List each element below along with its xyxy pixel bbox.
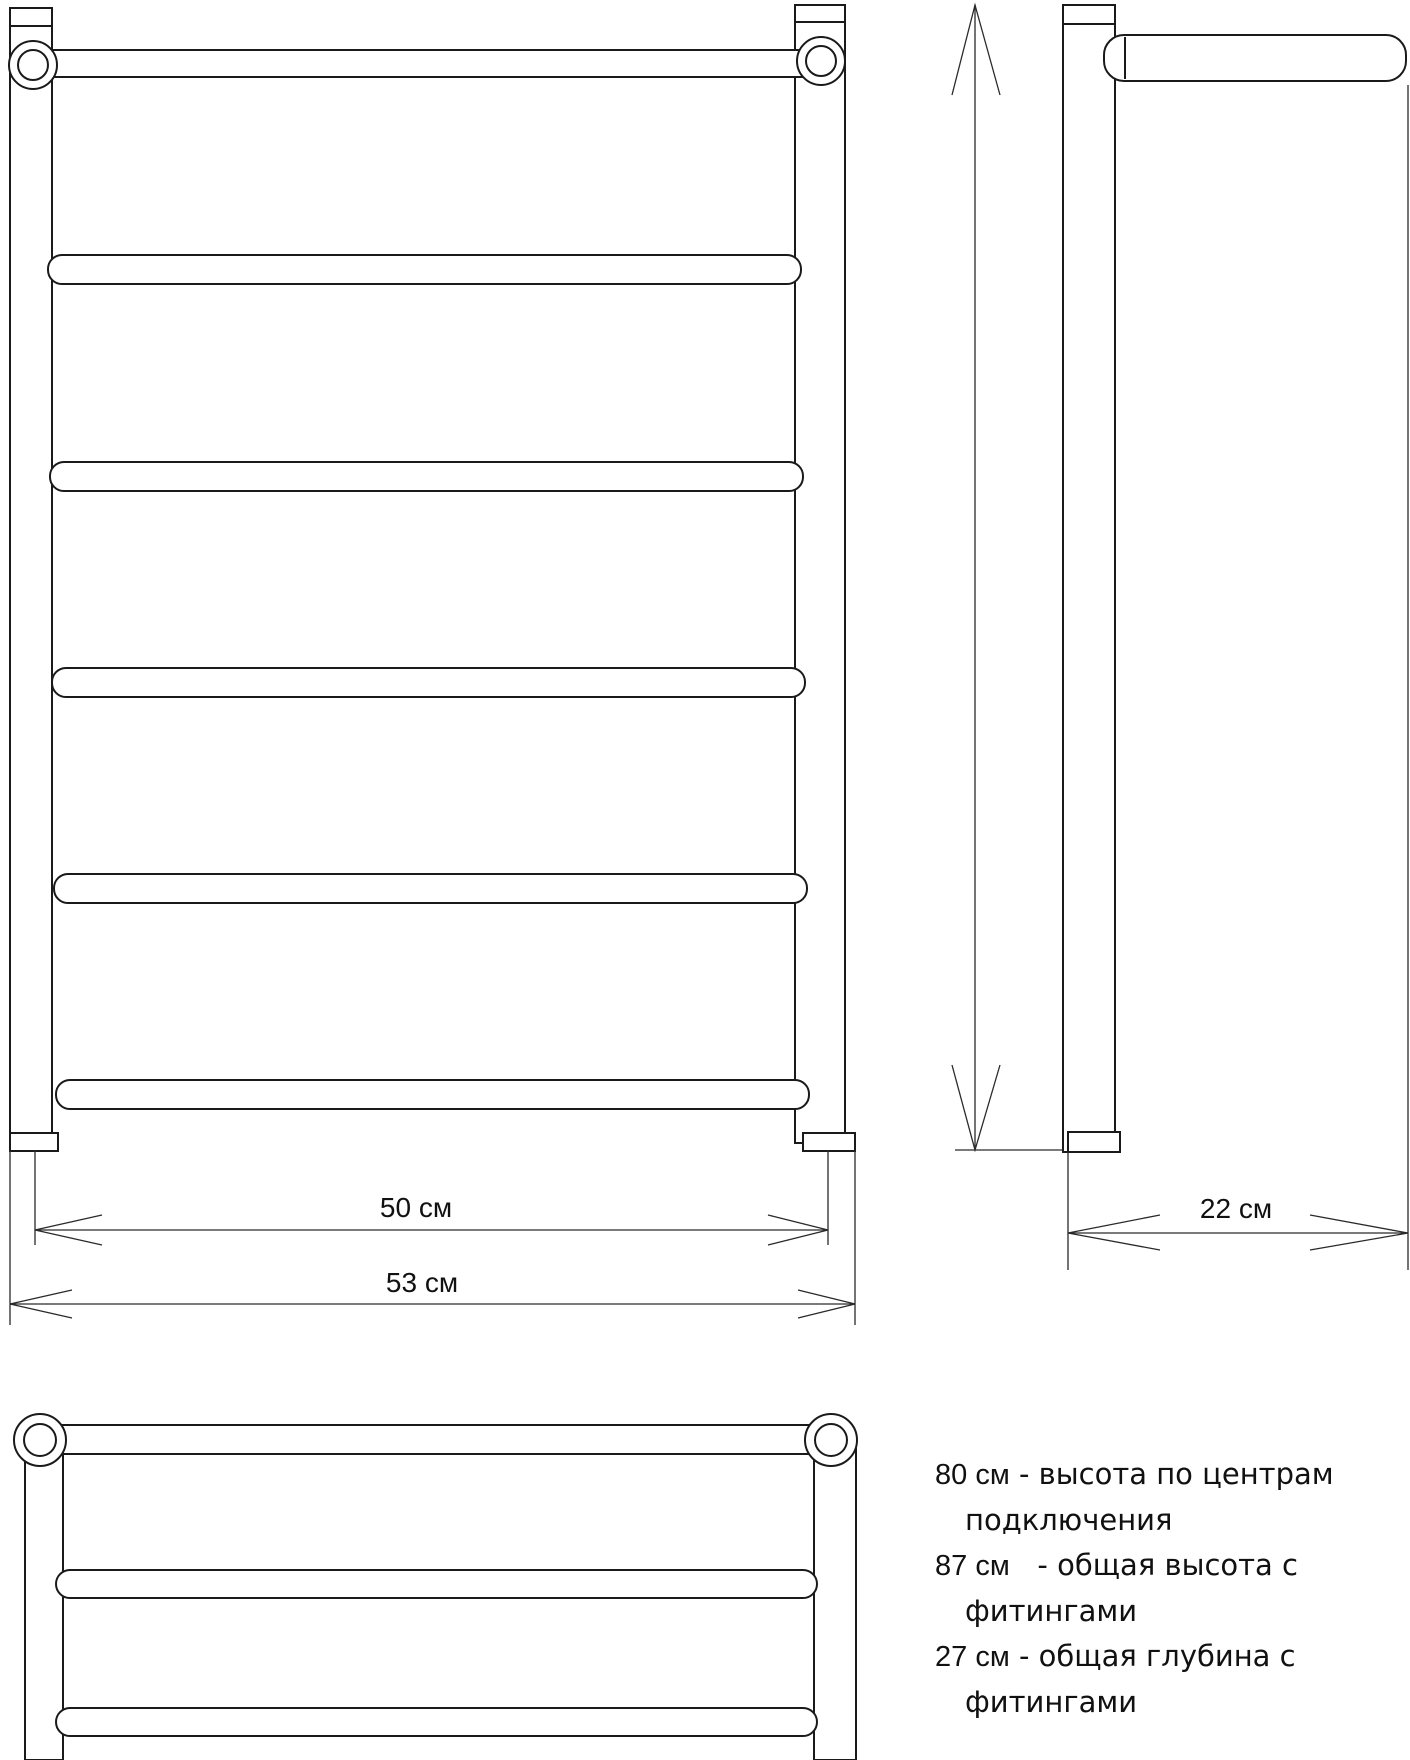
small-left-post bbox=[25, 1440, 63, 1760]
legend-text: - общая высота с bbox=[1009, 1548, 1298, 1582]
right-post-foot bbox=[803, 1133, 855, 1151]
front-view bbox=[9, 5, 855, 1151]
dim-label-22: 22 см bbox=[1199, 1193, 1273, 1224]
side-post bbox=[1063, 5, 1115, 1152]
legend-value: 87 см bbox=[935, 1550, 1010, 1582]
top-bar bbox=[38, 50, 820, 77]
small-front-view bbox=[14, 1414, 857, 1760]
width-dimensions bbox=[10, 1150, 855, 1325]
small-rung-1 bbox=[56, 1570, 817, 1598]
dim-label-50: 50 см bbox=[379, 1192, 453, 1223]
legend-text-cont: фитингами bbox=[965, 1685, 1138, 1719]
small-top-bar bbox=[50, 1425, 828, 1454]
rung-2 bbox=[50, 462, 803, 491]
legend-text-cont: фитингами bbox=[965, 1594, 1138, 1628]
legend-item bbox=[935, 1543, 1395, 1634]
side-view bbox=[952, 5, 1408, 1270]
legend-item bbox=[935, 1634, 1395, 1725]
side-bar bbox=[1104, 35, 1406, 81]
legend-value: 27 см bbox=[935, 1641, 1010, 1673]
rung-1 bbox=[48, 255, 801, 284]
legend-text-cont: подключения bbox=[965, 1503, 1173, 1537]
dim-label-53: 53 см bbox=[385, 1267, 459, 1298]
rung-5 bbox=[56, 1080, 809, 1109]
left-post-foot bbox=[10, 1133, 58, 1151]
small-right-post bbox=[814, 1440, 856, 1760]
specification-legend bbox=[935, 1452, 1395, 1725]
legend-text: - высота по центрам bbox=[1009, 1457, 1334, 1491]
rung-3 bbox=[52, 668, 805, 697]
small-rung-2 bbox=[56, 1708, 817, 1736]
legend-item bbox=[935, 1452, 1395, 1543]
left-post bbox=[10, 8, 52, 1143]
right-post bbox=[795, 5, 845, 1143]
rung-4 bbox=[54, 874, 807, 903]
legend-value: 80 см bbox=[935, 1459, 1010, 1491]
legend-text: - общая глубина с bbox=[1009, 1639, 1296, 1673]
